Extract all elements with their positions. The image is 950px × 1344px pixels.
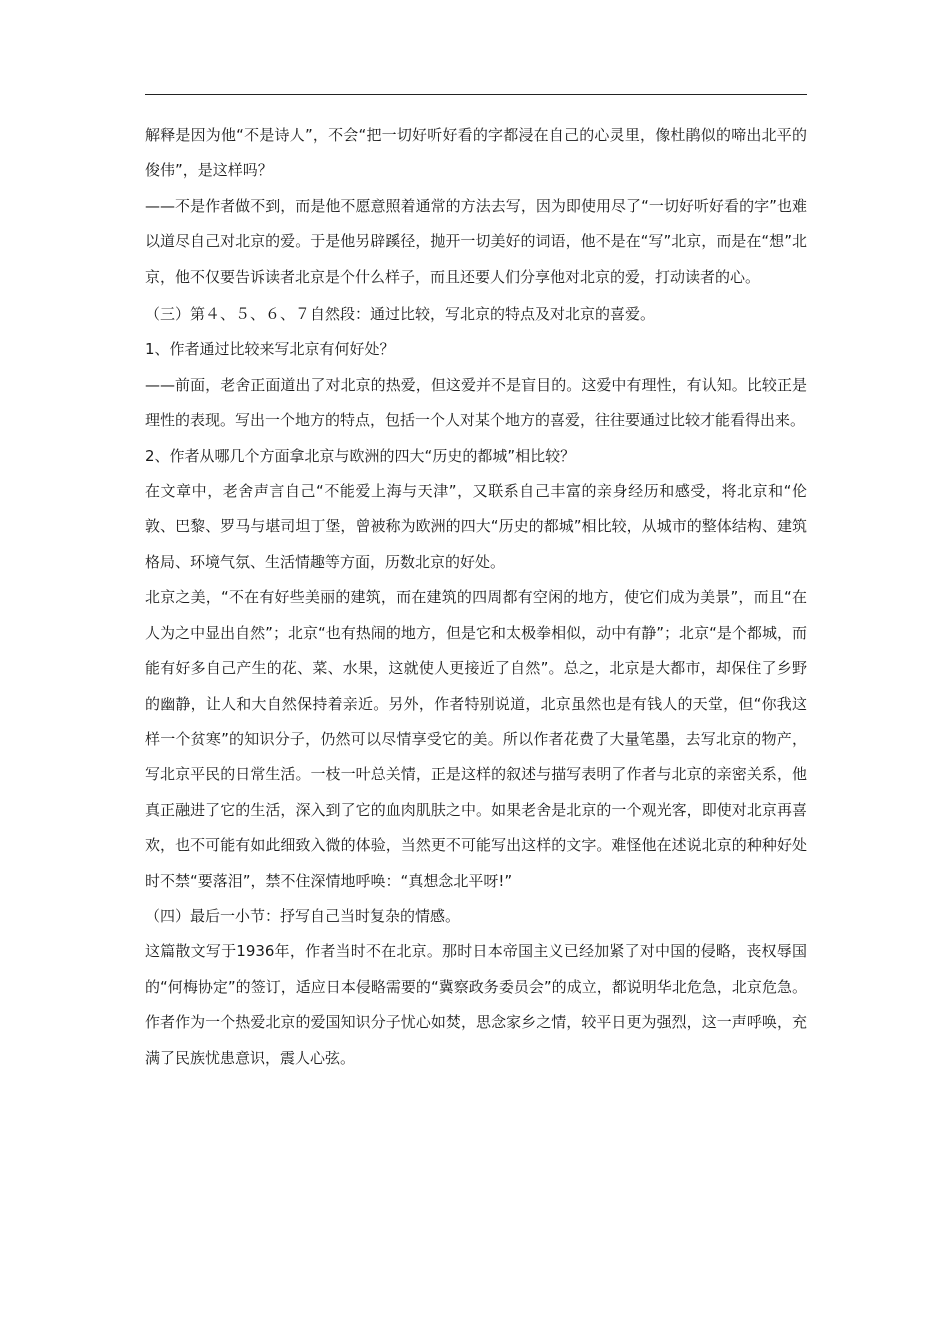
document-body [145, 118, 807, 1076]
paragraph-answer-poet: ——不是作者做不到，而是他不愿意照着通常的方法去写，因为即使用尽了“一切好听好看的字”也难以道尽自己对北京的爱。于是他另辟蹊径，抛开一切美好的词语，他不是在“写”北京，而是在“想”北京，他不仅要告诉读者北京是个什么样子，而且还要人们分享他对北京的爱，打动读者的心。 [145, 196, 807, 286]
answer-2-detail: 北京之美，“不在有好些美丽的建筑，而在建筑的四周都有空闲的地方，使它们成为美景”，而且“在人为之中显出自然”；北京“也有热闹的地方，但是它和太极拳相似，动中有静”；北京“是个都城，而能有好多自己产生的花、菜、水果，这就使人更接近了自然”。总之，北京是大都市，却保住了乡野的幽静，让人和大自然保持着亲近。另外，作者特别说道，北京虽然也是有钱人的天堂，但“你我这样一个贫寒”的知识分子，仍然可以尽情享受它的美。所以作者花费了大量笔墨，去写北京的物产，写北京平民的日常生活。一枝一叶总关情，正是这样的叙述与描写表明了作者与北京的亲密关系，他真正融进了它的生活，深入到了它的血肉肌肤之中。如果老舍是北京的一个观光客，即使对北京再喜欢，也不可能有如此细致入微的体验，当然更不可能写出这样的文字。难怪他在述说北京的种种好处时不禁“要落泪”，禁不住深情地呼唤：“真想念北平呀!” [145, 588, 807, 890]
section-heading-4: （四）最后一小节：抒写自己当时复杂的情感。 [145, 906, 461, 925]
answer-2-intro: 在文章中，老舍声言自己“不能爱上海与天津”，又联系自己丰富的亲身经历和感受，将北京和“伦敦、巴黎、罗马与堪司坦丁堡，曾被称为欧洲的四大“历史的都城”相比较，从城市的整体结构、建筑格局、环境气氛、生活情趣等方面，历数北京的好处。 [145, 482, 807, 571]
section-heading-3: （三）第４、５、６、７自然段：通过比较，写北京的特点及对北京的喜爱。 [145, 305, 656, 324]
paragraph-background: 这篇散文写于1936年，作者当时不在北京。那时日本帝国主义已经加紧了对中国的侵略，丧权辱国的“何梅协定”的签订，适应日本侵略需要的“冀察政务委员会”的成立，都说明华北危急，北京危急。作者作为一个热爱北京的爱国知识分子忧心如焚，思念家乡之情，较平日更为强烈，这一声呼唤，充满了民族忧患意识，震人心弦。 [145, 942, 807, 1067]
answer-1: ——前面，老舍正面道出了对北京的热爱，但这爱并不是盲目的。这爱中有理性，有认知。比较正是理性的表现。写出一个地方的特点，包括一个人对某个地方的喜爱，往往要通过比较才能看得出来。 [145, 375, 807, 430]
header-rule [145, 94, 807, 95]
question-2: 2、作者从哪几个方面拿北京与欧洲的四大“历史的都城”相比较？ [145, 446, 576, 465]
question-1: 1、作者通过比较来写北京有何好处？ [145, 340, 395, 359]
paragraph-question-poet: 解释是因为他“不是诗人”，不会“把一切好听好看的字都浸在自己的心灵里，像杜鹃似的啼出北平的俊伟”，是这样吗？ [145, 126, 807, 180]
